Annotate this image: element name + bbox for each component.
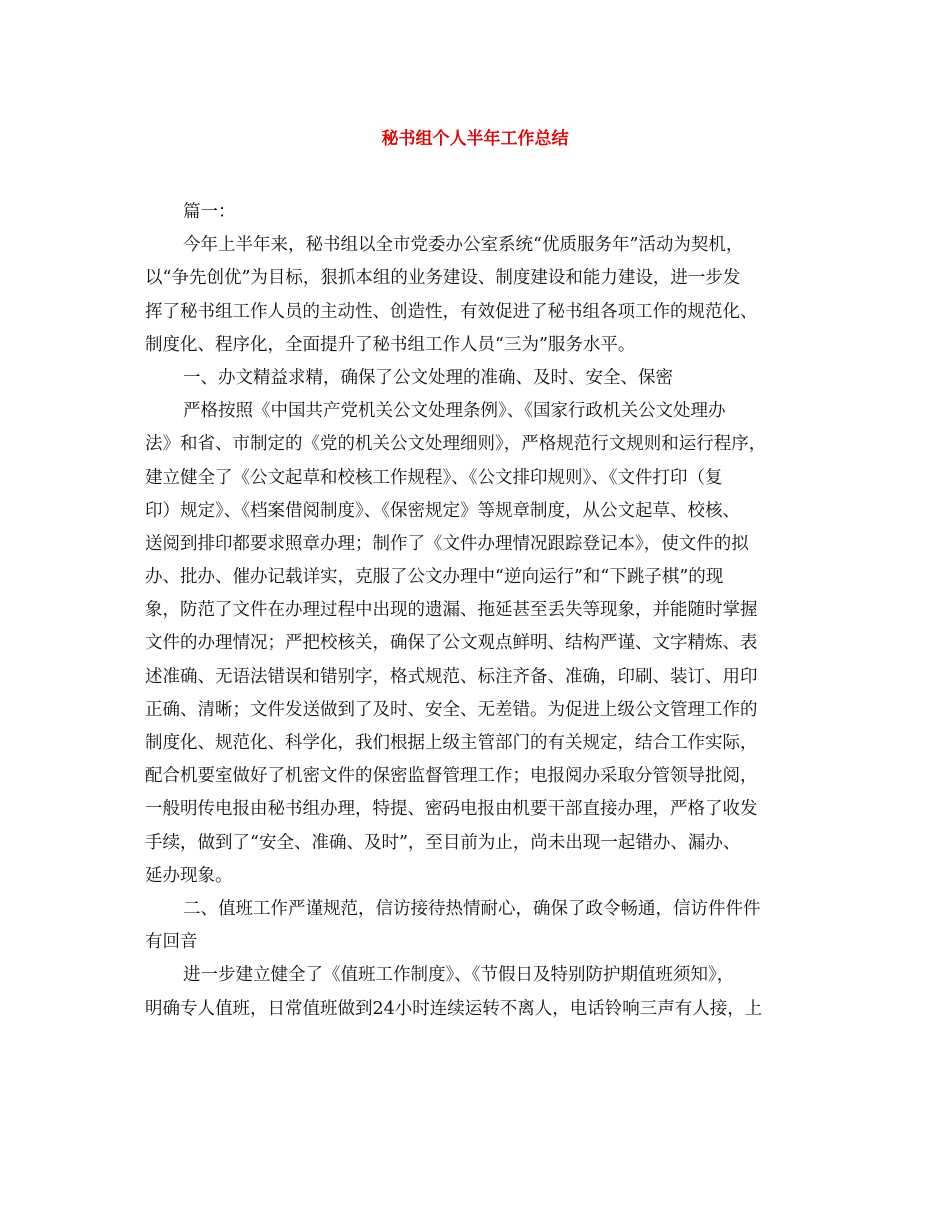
text-line: 建立健全了《公文起草和校核工作规程》、《公文排印规则》、《文件打印（复 — [145, 467, 723, 488]
document-body — [145, 196, 809, 1026]
text-line: 一般明传电报由秘书组办理，特提、密码电报由机要干部直接办理，严格了收发 — [145, 799, 758, 820]
text-line: 配合机要室做好了机密文件的保密监督管理工作；电报阅办采取分管领导批阅， — [145, 766, 758, 787]
text-line: 今年上半年来，秘书组以全市党委办公室系统“优质服务年”活动为契机， — [183, 235, 744, 256]
text-line: 印）规定》、《档案借阅制度》、《保密规定》等规章制度，从公文起草、校核、 — [145, 500, 740, 521]
text-line: 以“争先创优”为目标，狠抓本组的业务建设、制度建设和能力建设，进一步发 — [145, 268, 741, 289]
text-line: 挥了秘书组工作人员的主动性、创造性，有效促进了秘书组各项工作的规范化、 — [145, 301, 758, 322]
text-line: 制度化、程序化，全面提升了秘书组工作人员“三为”服务水平。 — [145, 334, 636, 355]
text-line: 严格按照《中国共产党机关公文处理条例》、《国家行政机关公文处理办 — [183, 401, 726, 422]
text-line: 手续，做到了“安全、准确、及时”，至目前为止，尚未出现一起错办、漏办、 — [145, 832, 741, 853]
text-line: 正确、清晰；文件发送做到了及时、安全、无差错。为促进上级公文管理工作的 — [145, 699, 758, 720]
text-line: 象，防范了文件在办理过程中出现的遗漏、拖延甚至丢失等现象，并能随时掌握 — [145, 600, 758, 621]
text-line: 延办现象。 — [145, 865, 233, 886]
text-line: 二、值班工作严谨规范，信访接待热情耐心，确保了政令畅通，信访件件件 — [183, 898, 761, 919]
text-line: 有回音 — [145, 932, 198, 953]
text-line: 文件的办理情况；严把校核关，确保了公文观点鲜明、结构严谨、文字精炼、表 — [145, 633, 758, 654]
text-line: 明确专人值班，日常值班做到24小时连续运转不离人，电话铃响三声有人接，上 — [145, 998, 763, 1019]
text-line: 法》和省、市制定的《党的机关公文处理细则》，严格规范行文规则和运行程序， — [145, 434, 767, 455]
text-line: 篇一： — [183, 202, 236, 222]
text-line: 送阅到排印都要求照章办理；制作了《文件办理情况跟踪登记本》，使文件的拟 — [145, 533, 749, 554]
text-line: 一、办文精益求精，确保了公文处理的准确、及时、安全、保密 — [183, 367, 673, 388]
document-title: 秘书组个人半年工作总结 — [381, 129, 569, 149]
text-line: 办、批办、催办记载详实，克服了公文办理中“逆向运行”和“下跳子棋”的现 — [145, 567, 724, 588]
text-line: 进一步建立健全了《值班工作制度》、《节假日及特别防护期值班须知》， — [183, 965, 735, 986]
text-line: 制度化、规范化、科学化，我们根据上级主管部门的有关规定，结合工作实际， — [145, 733, 758, 753]
text-line: 述准确、无语法错误和错别字，格式规范、标注齐备、准确，印刷、装订、用印 — [145, 666, 758, 687]
